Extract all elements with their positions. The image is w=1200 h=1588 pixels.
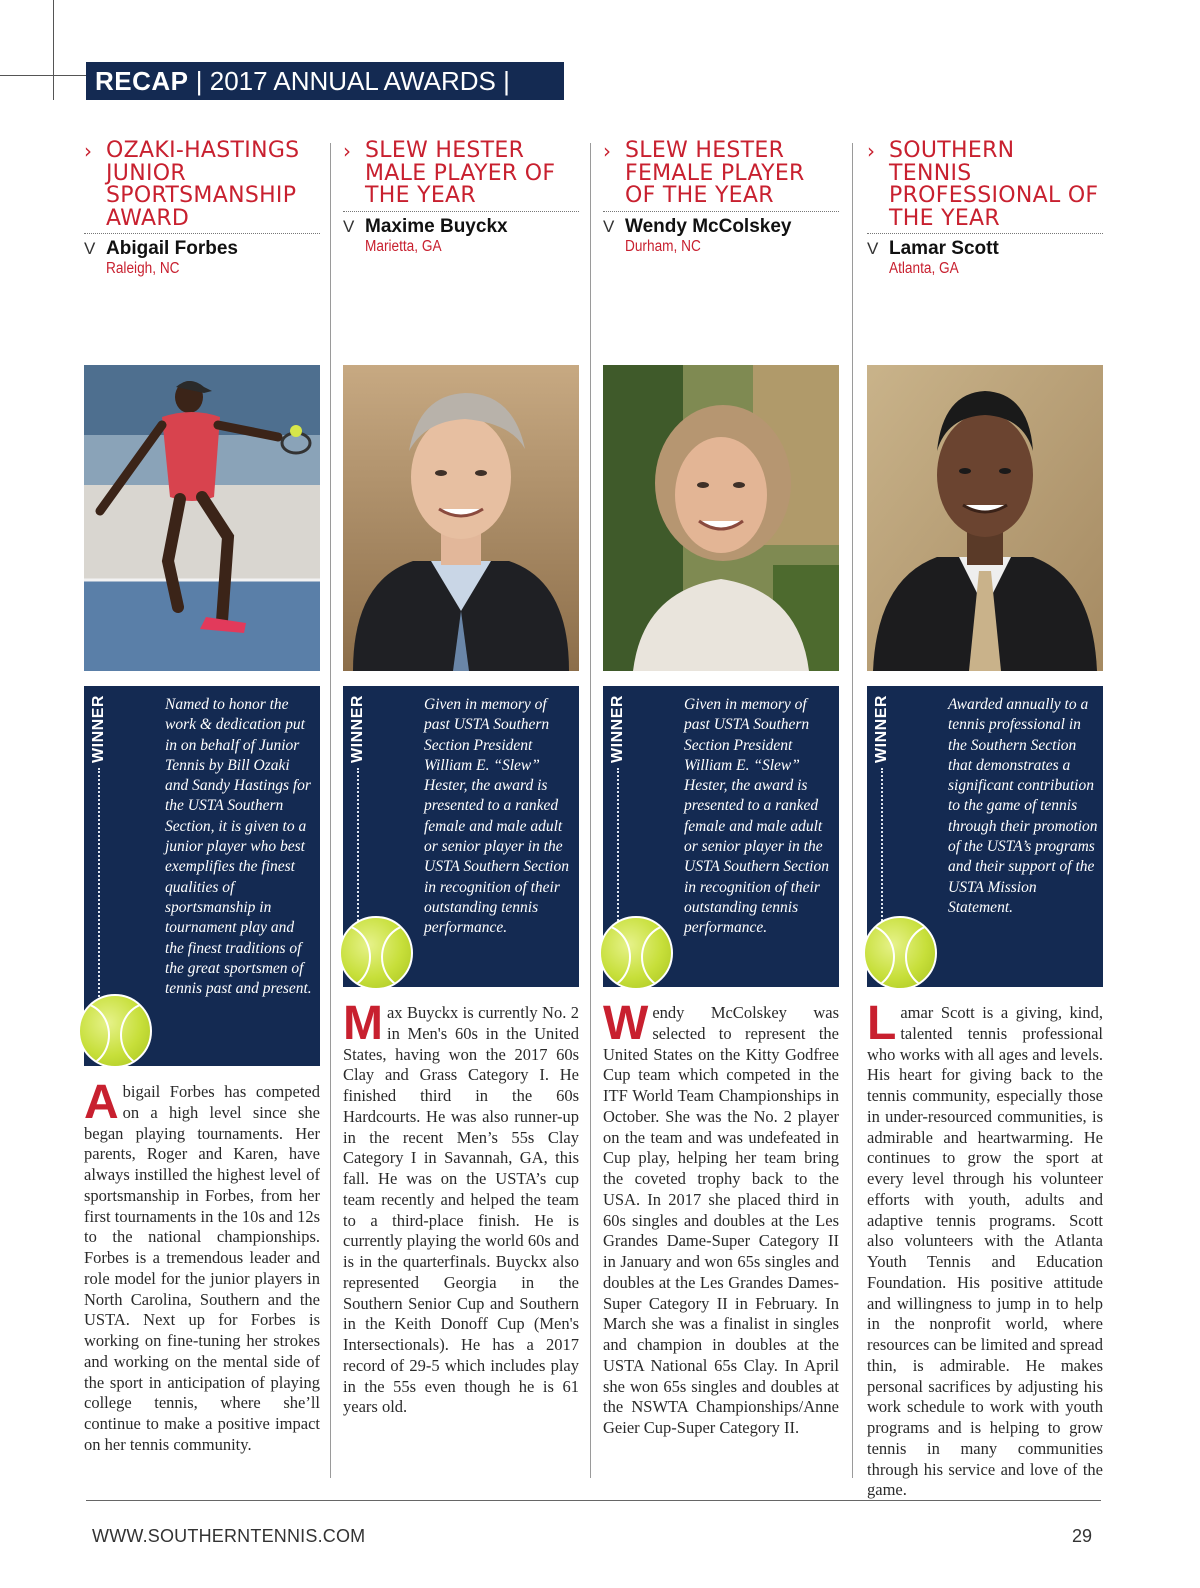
- tennis-ball-icon: [863, 916, 937, 990]
- article-body: [603, 997, 839, 1439]
- article-body: [84, 1076, 320, 1456]
- dotted-line: [98, 768, 100, 1008]
- page-number: 29: [1072, 1526, 1093, 1546]
- winner-label: WINNER: [349, 695, 366, 763]
- article-text: endy McColskey was selected to represent the United States on the Kitty Godfree Cup team which competed in the ITF World Team Championships in October. She was the No. 2 player on the team and was undefeated in Cup play, helping her team bring the coveted trophy back to the USA. In 2017 she placed third in 60s singles and doubles at the Les Grandes Dame-Super Category II in January and won 65s singles and doubles at the Les Grandes Dames-Super Category II in February. In March she was a finalist in singles and champion in doubles at the USTA National 65s Clay. In April she won 65s singles and doubles at the NSWTA Championships/Anne Geier Cup-Super Category II.: [603, 1003, 839, 1437]
- winner-info: [603, 216, 839, 256]
- award-column-male-player: [343, 140, 579, 1480]
- award-column-tennis-professional: [867, 138, 1103, 1500]
- section-banner: [86, 62, 564, 100]
- v-marker-icon: V: [343, 216, 355, 236]
- winner-photo: [867, 365, 1103, 671]
- winner-label: WINNER: [873, 695, 890, 763]
- article-body: [343, 997, 579, 1418]
- article-body: [867, 997, 1103, 1501]
- v-marker-icon: V: [603, 216, 615, 236]
- winner-photo: [84, 365, 320, 671]
- winner-photo: [343, 365, 579, 671]
- winner-location: Marietta, GA: [365, 237, 442, 255]
- dotted-divider: [603, 211, 839, 212]
- winner-info: [867, 238, 1103, 278]
- award-description: Awarded annually to a tennis professional in the Southern Section that demonstrates a significant contribution to the game of tennis through their promotion of the USTA’s programs and their support of the USTA Mission Statement.: [948, 696, 1098, 916]
- article-text: bigail Forbes has competed on a high level since she began playing tournaments. Her parents, Roger and Karen, have always instilled the highest level of sportsmanship in Forbes, from her first tournaments in the 10s and 12s to the national championships. Forbes is a tremendous leader and role model for the junior players in North Carolina, Southern and the USTA. Next up for Forbes is working on fine-tuning her strokes and working on the mental side of the sport in anticipation of playing college tennis, where she’ll continue to make a positive impact on her tennis community.: [84, 1082, 320, 1454]
- column-divider: [852, 143, 853, 1478]
- award-column-ozaki-hastings: [84, 140, 320, 1480]
- crop-mark-vertical: [53, 0, 54, 100]
- winner-location: Atlanta, GA: [889, 260, 959, 277]
- award-title-text: OZAKI-HASTINGS JUNIOR SPORTSMANSHIP AWARD: [106, 138, 300, 231]
- award-title: [603, 140, 839, 208]
- drop-cap: A: [84, 1076, 119, 1129]
- column-divider: [330, 143, 331, 1478]
- drop-cap: M: [343, 997, 383, 1050]
- award-title-text: SLEW HESTER MALE PLAYER OF THE YEAR: [365, 138, 556, 208]
- winner-name: Maxime Buyckx: [365, 215, 508, 237]
- banner-title: 2017 ANNUAL AWARDS: [209, 66, 496, 96]
- winner-photo: [603, 365, 839, 671]
- award-column-female-player: [603, 140, 839, 1480]
- chevron-right-icon: ›: [343, 139, 352, 163]
- winner-info: [84, 238, 320, 278]
- award-title-text: SOUTHERN TENNIS PROFESSIONAL OF THE YEAR: [889, 138, 1099, 231]
- winner-info: [343, 216, 579, 256]
- drop-cap: L: [867, 997, 897, 1050]
- dotted-divider: [84, 233, 320, 234]
- dotted-divider: [867, 233, 1103, 234]
- dotted-divider: [343, 211, 579, 212]
- article-text: amar Scott is a giving, kind, talented tennis professional who works with all ages and levels. His heart for giving back to the tennis community, especially those in under-resourced communities, is admirable and heartwarming. He continues to grow the sport at every level through his volunteer efforts with youth, adults and adaptive tennis programs. Scott also volunteers with the Atlanta Youth Tennis and Education Foundation. His positive attitude and willingness to jump in to help in the nonprofit world, where resources can be limited and spread thin, is admirable. He makes personal sacrifices by adjusting his work schedule to work with youth programs and is helping to grow tennis in many communities through his service and love of the game.: [867, 1003, 1103, 1500]
- award-title-text: SLEW HESTER FEMALE PLAYER OF THE YEAR: [625, 138, 805, 208]
- drop-cap: W: [603, 997, 649, 1050]
- winner-location: Raleigh, NC: [106, 260, 180, 277]
- chevron-right-icon: ›: [84, 139, 93, 163]
- footer-website[interactable]: WWW.SOUTHERNTENNIS.COM: [92, 1526, 366, 1546]
- dotted-line: [881, 768, 883, 929]
- winner-label: WINNER: [609, 695, 626, 763]
- column-divider: [590, 143, 591, 1478]
- dotted-line: [617, 768, 619, 929]
- article-text: ax Buyckx is currently No. 2 in Men's 60s in the United States, having won the 2017 60s Clay and Grass Category I. He finished third in the 60s Hardcourts. He was also runner-up in the recent Men’s 55s Clay Category I in Savannah, GA, this fall. He was on the USTA’s cup team recently and helped the team to a third-place finish. He is currently playing the world 60s and is in the quarterfinals. Buyckx also represented Georgia in the Southern Senior Cup and Southern in the Keith Donoff Cup (Men's Intersectionals). He has a 2017 record of 29-5 which includes play in the 55s even though he is 61 years old.: [343, 1003, 579, 1417]
- v-marker-icon: V: [84, 239, 96, 258]
- winner-location: Durham, NC: [625, 237, 701, 255]
- tennis-ball-icon: [78, 994, 152, 1068]
- award-description: Given in memory of past USTA Southern Section President William E. “Slew” Hester, the award is presented to a ranked female and male adult or senior player in the USTA Southern Section in recognition of their outstanding tennis performance.: [684, 696, 829, 937]
- winner-name: Wendy McColskey: [625, 215, 792, 237]
- award-title: [84, 140, 320, 230]
- award-title: [343, 140, 579, 208]
- winner-name: Abigail Forbes: [106, 238, 238, 259]
- winner-name: Lamar Scott: [889, 238, 999, 259]
- award-description: Named to honor the work & dedication put in on behalf of Junior Tennis by Bill Ozaki and Sandy Hastings for the USTA Southern Section, it is given to a junior player who best exemplifies the finest qualities of sportsmanship in tournament play and the finest traditions of the great sportsmen of tennis past and present.: [165, 696, 312, 998]
- tennis-ball-icon: [339, 916, 413, 990]
- award-title: [867, 140, 1103, 230]
- v-marker-icon: V: [867, 239, 879, 258]
- tennis-ball-icon: [599, 916, 673, 990]
- winner-label: WINNER: [90, 695, 107, 763]
- banner-section: RECAP: [95, 66, 189, 96]
- banner-sep-2: |: [503, 66, 510, 96]
- crop-mark-horizontal: [0, 75, 88, 76]
- award-description: Given in memory of past USTA Southern Section President William E. “Slew” Hester, the award is presented to a ranked female and male adult or senior player in the USTA Southern Section in recognition of their outstanding tennis performance.: [424, 696, 569, 937]
- chevron-right-icon: ›: [603, 139, 612, 163]
- chevron-right-icon: ›: [867, 139, 876, 163]
- banner-sep-1: |: [195, 66, 203, 96]
- footer-divider: [86, 1500, 1101, 1501]
- dotted-line: [357, 768, 359, 929]
